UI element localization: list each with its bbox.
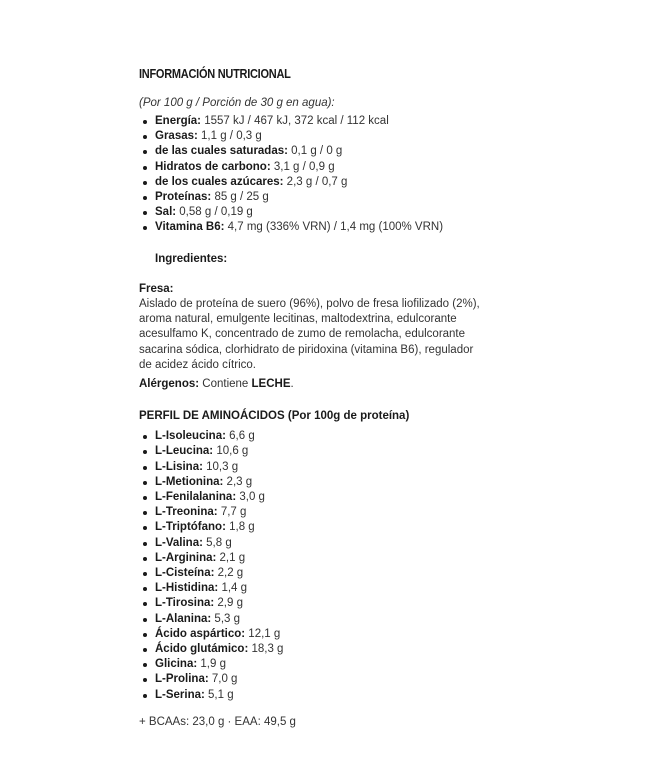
amino-acid-item xyxy=(139,460,539,475)
nutrition-item xyxy=(139,175,539,190)
nutrient-label: de las cuales saturadas: xyxy=(155,145,288,158)
amino-label: L-Arginina: xyxy=(155,551,217,564)
amino-label: L-Metionina: xyxy=(155,475,224,488)
amino-label: L-Valina: xyxy=(155,536,203,549)
amino-acid-item xyxy=(139,505,539,520)
amino-summary: + BCAAs: 23,0 g · EAA: 49,5 g xyxy=(139,715,296,728)
amino-profile-heading: PERFIL DE AMINOÁCIDOS (Por 100g de proteína) xyxy=(139,410,410,423)
nutrition-list xyxy=(139,114,539,236)
amino-label: Ácido glutámico: xyxy=(155,642,249,655)
nutrition-title: INFORMACIÓN NUTRICIONAL xyxy=(139,67,291,81)
allergens-end: . xyxy=(290,378,294,391)
amino-acid-item xyxy=(139,581,539,596)
nutrient-value: 0,1 g / 0 g xyxy=(287,145,343,158)
amino-label: L-Leucina: xyxy=(155,445,214,458)
nutrient-value: 2,3 g / 0,7 g xyxy=(283,175,348,188)
nutrient-label: Sal: xyxy=(155,206,177,219)
amino-value: 2,3 g xyxy=(223,475,253,488)
allergens-text: Contiene xyxy=(199,378,252,391)
amino-value: 18,3 g xyxy=(248,642,284,655)
amino-label: L-Isoleucina: xyxy=(155,430,226,443)
nutrition-item xyxy=(139,205,539,220)
amino-value: 2,1 g xyxy=(216,551,246,564)
amino-label: L-Triptófano: xyxy=(155,521,226,534)
amino-label: L-Fenilalanina: xyxy=(155,490,237,503)
amino-label: Glicina: xyxy=(155,658,198,671)
amino-acid-item xyxy=(139,520,539,535)
amino-label: L-Lisina: xyxy=(155,460,203,473)
nutrient-value: 1,1 g / 0,3 g xyxy=(197,130,262,143)
amino-acid-item xyxy=(139,429,539,444)
nutrient-value: 4,7 mg (336% VRN) / 1,4 mg (100% VRN) xyxy=(224,221,444,234)
nutrition-item xyxy=(139,160,539,175)
nutrition-item xyxy=(139,190,539,205)
amino-label: L-Treonina: xyxy=(155,506,218,519)
portion-note: (Por 100 g / Porción de 30 g en agua): xyxy=(139,97,335,109)
amino-acid-item xyxy=(139,612,539,627)
amino-label: L-Alanina: xyxy=(155,612,212,625)
allergens-line xyxy=(139,377,539,392)
nutrition-item xyxy=(139,114,539,129)
flavor-label: Fresa: xyxy=(139,282,174,295)
nutrient-label: Hidratos de carbono: xyxy=(155,160,271,173)
amino-value: 5,3 g xyxy=(211,612,241,625)
amino-value: 5,1 g xyxy=(204,688,234,701)
amino-acid-item xyxy=(139,688,539,703)
amino-value: 1,4 g xyxy=(218,582,248,595)
amino-value: 7,0 g xyxy=(208,673,238,686)
nutrient-label: Vitamina B6: xyxy=(155,221,225,234)
nutrient-value: 0,58 g / 0,19 g xyxy=(176,206,253,219)
nutrition-item xyxy=(139,220,539,235)
allergens-label: Alérgenos: xyxy=(139,378,200,391)
amino-value: 6,6 g xyxy=(225,430,255,443)
amino-acid-item xyxy=(139,444,539,459)
nutrient-label: de los cuales azúcares: xyxy=(155,175,284,188)
amino-acid-item xyxy=(139,672,539,687)
amino-acid-item xyxy=(139,490,539,505)
nutrition-item xyxy=(139,144,539,159)
nutrient-label: Proteínas: xyxy=(155,191,212,204)
amino-label: Ácido aspártico: xyxy=(155,627,246,640)
ingredients-text: Aislado de proteína de suero (96%), polvo de fresa liofilizado (2%), aroma natural, emulgente lecitinas, maltodextrina, edulcorante acesulfamo K, concentrado de zumo de remolacha, edulcorante sacarina sódica, clorhidrato de piridoxina (vitamina B6), regulador de acidez ácido cítrico. xyxy=(139,297,480,371)
amino-value: 7,7 g xyxy=(217,506,247,519)
amino-value: 1,9 g xyxy=(197,658,226,671)
amino-acid-item xyxy=(139,596,539,611)
amino-value: 2,2 g xyxy=(214,566,244,579)
nutrient-label: Energía: xyxy=(155,115,202,127)
amino-acid-item xyxy=(139,642,539,657)
amino-acid-list xyxy=(139,429,539,703)
amino-acid-item xyxy=(139,551,539,566)
amino-acid-item xyxy=(139,627,539,642)
amino-acid-item xyxy=(139,657,539,672)
amino-label: L-Serina: xyxy=(155,688,205,701)
amino-value: 2,9 g xyxy=(214,597,243,610)
nutrient-value: 1557 kJ / 467 kJ, 372 kcal / 112 kcal xyxy=(201,115,389,127)
nutrition-content xyxy=(139,66,539,730)
amino-acid-item xyxy=(139,475,539,490)
nutrient-value: 3,1 g / 0,9 g xyxy=(270,160,335,173)
amino-value: 10,6 g xyxy=(213,445,249,458)
nutrient-value: 85 g / 25 g xyxy=(211,191,269,204)
amino-acid-item xyxy=(139,536,539,551)
nutrient-label: Grasas: xyxy=(155,130,198,143)
nutrition-item xyxy=(139,129,539,144)
amino-label: L-Prolina: xyxy=(155,673,209,686)
amino-value: 12,1 g xyxy=(245,627,281,640)
amino-label: L-Tirosina: xyxy=(155,597,215,610)
amino-value: 3,0 g xyxy=(236,490,265,503)
amino-value: 10,3 g xyxy=(202,460,239,473)
amino-value: 5,8 g xyxy=(202,536,232,549)
allergen-highlight: LECHE xyxy=(251,378,291,391)
amino-label: L-Histidina: xyxy=(155,582,219,595)
amino-acid-item xyxy=(139,566,539,581)
amino-value: 1,8 g xyxy=(225,521,255,534)
ingredients-heading: Ingredientes: xyxy=(155,252,228,265)
amino-label: L-Cisteína: xyxy=(155,566,215,579)
